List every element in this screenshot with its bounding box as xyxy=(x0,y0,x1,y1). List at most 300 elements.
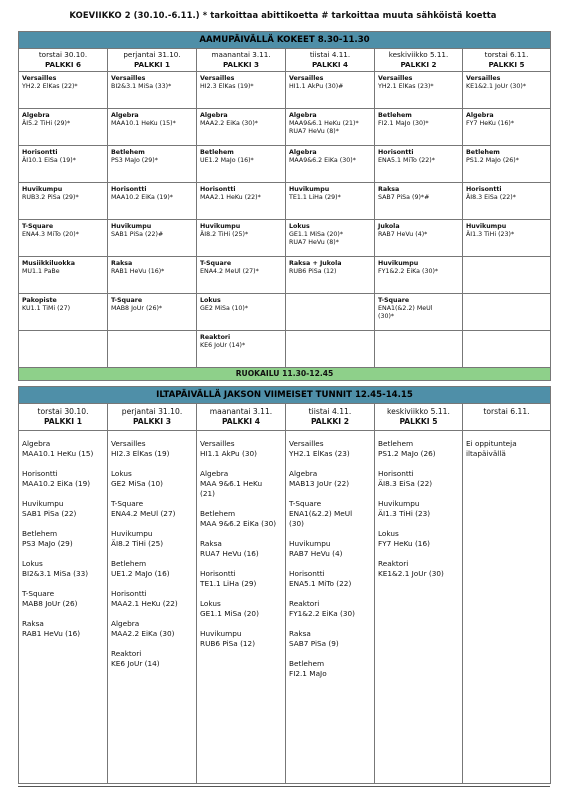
exam-cell xyxy=(375,294,463,331)
course-line: GE2 MiSa (10) xyxy=(111,479,163,488)
day-header xyxy=(108,49,197,72)
room-name: Raksa xyxy=(22,619,44,628)
lesson-column xyxy=(108,431,197,784)
course-line: MAA10.1 HeKu (15)* xyxy=(111,120,176,127)
palkki-label: PALKKI 2 xyxy=(310,417,350,426)
course-line: MAB13 JoUr (22) xyxy=(289,479,350,488)
room-name: Raksa xyxy=(378,186,400,193)
course-line: HI2.3 ElKas (19)* xyxy=(200,83,254,90)
room-name: Horisontti xyxy=(200,569,236,578)
lesson-item xyxy=(200,599,282,619)
room-name: Betlehem xyxy=(111,149,145,156)
exam-cell xyxy=(286,257,375,294)
course-line: RUA7 HeVu (16) xyxy=(200,549,259,558)
exam-row xyxy=(19,220,551,257)
room-name: Reaktori xyxy=(289,599,320,608)
day-date: maanantai 3.11. xyxy=(209,407,273,416)
exam-cell xyxy=(375,146,463,183)
bottom-rule xyxy=(18,786,550,787)
palkki-label: PALKKI 1 xyxy=(43,417,83,426)
course-line: SAB7 PiSa (9) xyxy=(289,639,339,648)
room-name: Versailles xyxy=(200,75,235,82)
exam-cell xyxy=(463,109,551,146)
course-line: RUB3.2 PiSa (29)* xyxy=(22,194,79,201)
day-date: tiistai 4.11. xyxy=(309,50,351,59)
exam-row xyxy=(19,183,551,220)
course-line: MAA10.2 EiKa (19)* xyxy=(111,194,173,201)
room-name: Versailles xyxy=(200,439,235,448)
exam-cell xyxy=(197,109,286,146)
room-name: Reaktori xyxy=(111,649,142,658)
lesson-item xyxy=(466,439,547,459)
course-line: YH2.1 ElKas (23)* xyxy=(378,83,434,90)
course-line: MAA2.2 EiKa (30)* xyxy=(200,120,258,127)
afternoon-schedule-table xyxy=(18,386,551,784)
exam-cell xyxy=(197,331,286,368)
palkki-label: PALKKI 3 xyxy=(222,60,260,69)
lesson-item xyxy=(22,619,104,639)
exam-cell xyxy=(197,257,286,294)
palkki-label: PALKKI 5 xyxy=(399,417,438,426)
room-name: Betlehem xyxy=(200,149,234,156)
day-date: perjantai 31.10. xyxy=(123,50,181,59)
exam-cell xyxy=(286,220,375,257)
day-header xyxy=(375,404,463,431)
room-name: Lokus xyxy=(200,297,221,304)
exam-cell xyxy=(108,220,197,257)
exam-cell xyxy=(19,331,108,368)
exam-cell xyxy=(375,220,463,257)
day-date: keskiviikko 5.11. xyxy=(388,50,449,59)
course-line: UE1.2 MaJo (16)* xyxy=(200,157,254,164)
course-line: ENA1(&2.2) MeUl xyxy=(289,509,353,518)
lesson-item xyxy=(22,589,104,609)
room-name: Raksa xyxy=(200,539,222,548)
course-line: RUA7 HeVu (8)* xyxy=(289,239,339,246)
day-header xyxy=(19,404,108,431)
course-line: HI1.1 AkPu (30) xyxy=(200,449,257,458)
course-line: KU1.1 TiMi (27) xyxy=(22,305,71,312)
lesson-item xyxy=(22,559,104,579)
exam-cell xyxy=(108,109,197,146)
lesson-item xyxy=(289,469,371,489)
course-line: MAB8 JoUr (26) xyxy=(22,599,78,608)
course-line: UE1.2 MaJo (16) xyxy=(111,569,170,578)
exam-cell xyxy=(19,220,108,257)
day-date: torstai 6.11. xyxy=(483,407,530,416)
exam-cell xyxy=(197,294,286,331)
page-title: KOEVIIKKO 2 (30.10.-6.11.) * tarkoittaa abittikoetta # tarkoittaa muuta sähköistä koetta xyxy=(69,10,497,20)
exam-cell xyxy=(286,72,375,109)
exam-cell xyxy=(375,183,463,220)
exam-cell xyxy=(463,146,551,183)
palkki-label: PALKKI 6 xyxy=(44,60,82,69)
palkki-label: PALKKI 4 xyxy=(311,60,349,69)
lesson-item xyxy=(200,439,282,459)
lesson-item xyxy=(289,599,371,619)
course-line: KE1&2.1 JoUr (30)* xyxy=(466,83,527,90)
course-line: FI2.1 MaJo xyxy=(289,669,327,678)
room-name: Versailles xyxy=(289,439,324,448)
room-name: Lokus xyxy=(111,469,132,478)
course-line: MAA 9&6.2 EiKa (30) xyxy=(200,519,277,528)
course-line: PS3 MaJo (29)* xyxy=(111,157,158,164)
course-line: ÄI8.3 EiSa (22) xyxy=(378,479,433,488)
exam-row xyxy=(19,294,551,331)
day-date: torstai 30.10. xyxy=(37,407,89,416)
course-line: YH2.1 ElKas (23) xyxy=(289,449,350,458)
course-line: PS3 MaJo (29) xyxy=(22,539,73,548)
room-name: Algebra xyxy=(289,469,318,478)
lunch-banner: RUOKAILU 11.30-12.45 xyxy=(19,368,551,381)
exam-cell xyxy=(286,183,375,220)
course-line: RUB6 PiSa (12) xyxy=(200,639,256,648)
room-name: Versailles xyxy=(466,75,501,82)
course-line: iltapäivällä xyxy=(466,449,506,458)
room-name: Lokus xyxy=(22,559,43,568)
day-header xyxy=(375,49,463,72)
day-header-row xyxy=(19,49,551,72)
lesson-item xyxy=(111,619,193,639)
room-name: Raksa xyxy=(111,260,133,267)
room-name: Reaktori xyxy=(200,334,231,341)
day-header-row xyxy=(19,404,551,431)
lesson-item xyxy=(289,439,371,459)
room-name: Musiikkiluokka xyxy=(22,260,75,267)
exam-cell xyxy=(463,183,551,220)
day-header xyxy=(286,404,375,431)
course-line: ÄI1.3 TiHi (23) xyxy=(378,509,431,518)
course-line: MAA2.2 EiKa (30) xyxy=(111,629,175,638)
course-line: YH2.2 ElKas (22)* xyxy=(22,83,78,90)
course-line: KE6 JoUr (14) xyxy=(111,659,160,668)
room-name: Ei oppitunteja xyxy=(466,439,517,448)
course-line: ENA4.3 MiTo (20)* xyxy=(22,231,79,238)
palkki-label: PALKKI 5 xyxy=(488,60,525,69)
room-name: Huvikumpu xyxy=(378,499,420,508)
day-header xyxy=(19,49,108,72)
room-name: Pakopiste xyxy=(22,297,57,304)
lesson-item xyxy=(378,529,459,549)
exam-cell xyxy=(197,183,286,220)
room-name: Algebra xyxy=(22,112,50,119)
room-name: T-Square xyxy=(111,499,144,508)
course-line: ÄI1.3 TiHi (23)* xyxy=(466,231,515,238)
exam-cell xyxy=(108,146,197,183)
course-line: MU1.1 PaBe xyxy=(22,268,60,275)
course-line: ÄI5.2 TiHi (29)* xyxy=(22,120,71,127)
course-line: PS1.2 MaJo (26) xyxy=(378,449,436,458)
lesson-item xyxy=(22,499,104,519)
room-name: Horisontti xyxy=(111,589,147,598)
day-header xyxy=(197,404,286,431)
exam-cell xyxy=(463,220,551,257)
room-name: Jukola xyxy=(378,223,400,230)
exam-cell xyxy=(286,146,375,183)
exam-cell xyxy=(197,146,286,183)
course-line: FY1&2.2 EiKa (30) xyxy=(289,609,355,618)
course-line: MAA9&6.1 HeKu (21)* xyxy=(289,120,359,127)
lesson-item xyxy=(111,529,193,549)
course-line: ÄI8.3 EiSa (22)* xyxy=(466,194,516,201)
room-name: Algebra xyxy=(200,469,229,478)
room-name: T-Square xyxy=(22,589,55,598)
room-name: Huvikumpu xyxy=(289,186,330,193)
exam-row xyxy=(19,146,551,183)
course-line: MAA10.2 EiKa (19) xyxy=(22,479,91,488)
course-line: ENA5.1 MiTo (22)* xyxy=(378,157,435,164)
room-name: Horisontti xyxy=(22,469,58,478)
course-line: MAA2.1 HeKu (22)* xyxy=(200,194,261,201)
course-line: MAA 9&6.1 HeKu xyxy=(200,479,263,488)
day-header xyxy=(463,404,551,431)
course-line: ÄI8.2 TiHi (25) xyxy=(111,539,164,548)
course-line: (30)* xyxy=(378,313,395,320)
room-name: Lokus xyxy=(378,529,399,538)
exam-cell xyxy=(463,331,551,368)
course-line: ENA1(&2.2) MeUl xyxy=(378,305,433,312)
course-line: BI2&3.1 MiSa (33)* xyxy=(111,83,172,90)
room-name: Algebra xyxy=(22,439,51,448)
lesson-item xyxy=(200,509,282,529)
course-line: SAB1 PiSa (22)# xyxy=(111,231,164,238)
room-name: Horisontti xyxy=(378,469,414,478)
room-name: Versailles xyxy=(111,75,146,82)
course-line: FI2.1 MaJo (30)* xyxy=(378,120,429,127)
course-line: RAB7 HeVu (4)* xyxy=(378,231,428,238)
course-line: KE1&2.1 JoUr (30) xyxy=(378,569,444,578)
course-line: (21) xyxy=(200,489,215,498)
exam-cell xyxy=(108,331,197,368)
exam-row xyxy=(19,257,551,294)
course-line: TE1.1 LiHa (29) xyxy=(200,579,257,588)
exam-cell xyxy=(108,257,197,294)
course-line: TE1.1 LiHa (29)* xyxy=(289,194,341,201)
lesson-item xyxy=(289,539,371,559)
room-name: Lokus xyxy=(289,223,310,230)
room-name: Huvikumpu xyxy=(111,223,152,230)
room-name: Huvikumpu xyxy=(200,223,241,230)
course-line: SAB1 PiSa (22) xyxy=(22,509,77,518)
course-line: PS1.2 MaJo (26)* xyxy=(466,157,519,164)
day-date: perjantai 31.10. xyxy=(121,407,183,416)
room-name: Betlehem xyxy=(111,559,147,568)
exam-cell xyxy=(375,331,463,368)
lesson-item xyxy=(200,469,282,499)
room-name: Betlehem xyxy=(378,439,414,448)
room-name: Horisontti xyxy=(466,186,502,193)
lesson-item xyxy=(22,439,104,459)
afternoon-banner: ILTAPÄIVÄLLÄ JAKSON VIIMEISET TUNNIT 12.45-14.15 xyxy=(19,387,551,404)
exam-cell xyxy=(108,72,197,109)
room-name: T-Square xyxy=(289,499,322,508)
room-name: Huvikumpu xyxy=(22,499,64,508)
lesson-item xyxy=(200,629,282,649)
exam-cell xyxy=(463,294,551,331)
course-line: MAA2.1 HeKu (22) xyxy=(111,599,178,608)
exam-cell xyxy=(463,72,551,109)
lesson-item xyxy=(200,569,282,589)
exam-cell xyxy=(19,294,108,331)
exam-cell xyxy=(19,109,108,146)
course-line: ENA5.1 MiTo (22) xyxy=(289,579,352,588)
exam-cell xyxy=(19,72,108,109)
lesson-item xyxy=(289,629,371,649)
course-line: RUA7 HeVu (8)* xyxy=(289,128,339,135)
room-name: Lokus xyxy=(200,599,221,608)
room-name: Huvikumpu xyxy=(200,629,242,638)
morning-schedule-table xyxy=(18,31,551,381)
day-date: torstai 30.10. xyxy=(38,50,88,59)
room-name: Huvikumpu xyxy=(22,186,63,193)
day-header xyxy=(286,49,375,72)
lesson-item xyxy=(378,499,459,519)
room-name: T-Square xyxy=(22,223,54,230)
lesson-item xyxy=(111,469,193,489)
lesson-item xyxy=(289,659,371,679)
day-header xyxy=(197,49,286,72)
course-line: MAB8 JoUr (26)* xyxy=(111,305,163,312)
exam-row xyxy=(19,331,551,368)
room-name: Algebra xyxy=(111,619,140,628)
day-date: keskiviikko 5.11. xyxy=(387,407,450,416)
room-name: Versailles xyxy=(22,75,57,82)
room-name: Horisontti xyxy=(289,569,325,578)
lesson-item xyxy=(378,469,459,489)
course-line: RAB1 HeVu (16)* xyxy=(111,268,165,275)
room-name: Huvikumpu xyxy=(378,260,419,267)
room-name: Huvikumpu xyxy=(466,223,507,230)
lesson-column xyxy=(286,431,375,784)
lesson-item xyxy=(111,499,193,519)
exam-cell xyxy=(108,294,197,331)
room-name: Versailles xyxy=(378,75,413,82)
lesson-item xyxy=(111,589,193,609)
palkki-label: PALKKI 3 xyxy=(132,417,172,426)
exam-cell xyxy=(197,220,286,257)
exam-cell xyxy=(19,257,108,294)
room-name: Versailles xyxy=(289,75,324,82)
palkki-label: PALKKI 1 xyxy=(133,60,171,69)
room-name: Betlehem xyxy=(22,529,58,538)
course-line: FY7 HeKu (16)* xyxy=(466,120,514,127)
palkki-label: PALKKI 2 xyxy=(400,60,437,69)
exam-cell xyxy=(375,72,463,109)
room-name: Betlehem xyxy=(378,112,412,119)
exam-cell xyxy=(463,257,551,294)
lesson-item xyxy=(111,439,193,459)
room-name: Algebra xyxy=(289,112,317,119)
exam-row xyxy=(19,109,551,146)
day-date: torstai 6.11. xyxy=(484,50,529,59)
lesson-row xyxy=(19,431,551,784)
day-date: tiistai 4.11. xyxy=(308,407,352,416)
room-name: Versailles xyxy=(111,439,146,448)
course-line: MAA9&6.2 EiKa (30)* xyxy=(289,157,356,164)
lesson-item xyxy=(378,439,459,459)
course-line: KE6 JoUr (14)* xyxy=(200,342,246,349)
course-line: HI1.1 AkPu (30)# xyxy=(289,83,344,90)
exam-cell xyxy=(286,294,375,331)
room-name: Algebra xyxy=(111,112,139,119)
exam-cell xyxy=(375,257,463,294)
course-line: ENA4.2 MeUl (27) xyxy=(111,509,176,518)
course-line: GE1.1 MiSa (20) xyxy=(200,609,259,618)
room-name: Betlehem xyxy=(200,509,236,518)
lesson-item xyxy=(111,559,193,579)
room-name: Reaktori xyxy=(378,559,409,568)
room-name: T-Square xyxy=(111,297,143,304)
room-name: Algebra xyxy=(466,112,494,119)
room-name: Horisontti xyxy=(200,186,236,193)
room-name: Horisontti xyxy=(378,149,414,156)
lesson-item xyxy=(289,499,371,529)
lesson-column xyxy=(375,431,463,784)
room-name: Algebra xyxy=(200,112,228,119)
room-name: Huvikumpu xyxy=(111,529,153,538)
room-name: Algebra xyxy=(289,149,317,156)
morning-banner: AAMUPÄIVÄLLÄ KOKEET 8.30-11.30 xyxy=(19,32,551,49)
lesson-column xyxy=(463,431,551,784)
course-line: SAB7 PiSa (9)*# xyxy=(378,194,430,201)
exam-cell xyxy=(375,109,463,146)
room-name: Horisontti xyxy=(22,149,58,156)
course-line: (30) xyxy=(289,519,304,528)
course-line: RUB6 PiSa (12) xyxy=(289,268,337,275)
lesson-item xyxy=(289,569,371,589)
course-line: ENA4.2 MeUl (27)* xyxy=(200,268,259,275)
course-line: GE2 MiSa (10)* xyxy=(200,305,248,312)
exam-cell xyxy=(286,331,375,368)
room-name: Horisontti xyxy=(111,186,147,193)
course-line: MAA10.1 HeKu (15) xyxy=(22,449,94,458)
lesson-column xyxy=(19,431,108,784)
day-date: maanantai 3.11. xyxy=(211,50,271,59)
room-name: Raksa xyxy=(289,629,311,638)
exam-cell xyxy=(108,183,197,220)
lunch-row xyxy=(19,368,551,381)
exam-row xyxy=(19,72,551,109)
course-line: GE1.1 MiSa (20)* xyxy=(289,231,343,238)
exam-cell xyxy=(19,146,108,183)
room-name: Betlehem xyxy=(289,659,325,668)
course-line: RAB7 HeVu (4) xyxy=(289,549,343,558)
course-line: ÄI10.1 EiSa (19)* xyxy=(22,157,76,164)
lesson-item xyxy=(22,529,104,549)
room-name: Raksa + Jukola xyxy=(289,260,342,267)
course-line: FY7 HeKu (16) xyxy=(378,539,430,548)
room-name: T-Square xyxy=(200,260,232,267)
day-header xyxy=(463,49,551,72)
exam-cell xyxy=(197,72,286,109)
room-name: Betlehem xyxy=(466,149,500,156)
lesson-item xyxy=(200,539,282,559)
lesson-column xyxy=(197,431,286,784)
day-header xyxy=(108,404,197,431)
room-name: T-Square xyxy=(378,297,410,304)
lesson-item xyxy=(378,559,459,579)
course-line: BI2&3.1 MiSa (33) xyxy=(22,569,89,578)
course-line: FY1&2.2 EiKa (30)* xyxy=(378,268,439,275)
course-line: ÄI8.2 TiHi (25)* xyxy=(200,231,249,238)
room-name: Huvikumpu xyxy=(289,539,331,548)
palkki-label: PALKKI 4 xyxy=(221,417,261,426)
exam-cell xyxy=(286,109,375,146)
lesson-item xyxy=(111,649,193,669)
course-line: RAB1 HeVu (16) xyxy=(22,629,81,638)
course-line: HI2.3 ElKas (19) xyxy=(111,449,170,458)
lesson-item xyxy=(22,469,104,489)
